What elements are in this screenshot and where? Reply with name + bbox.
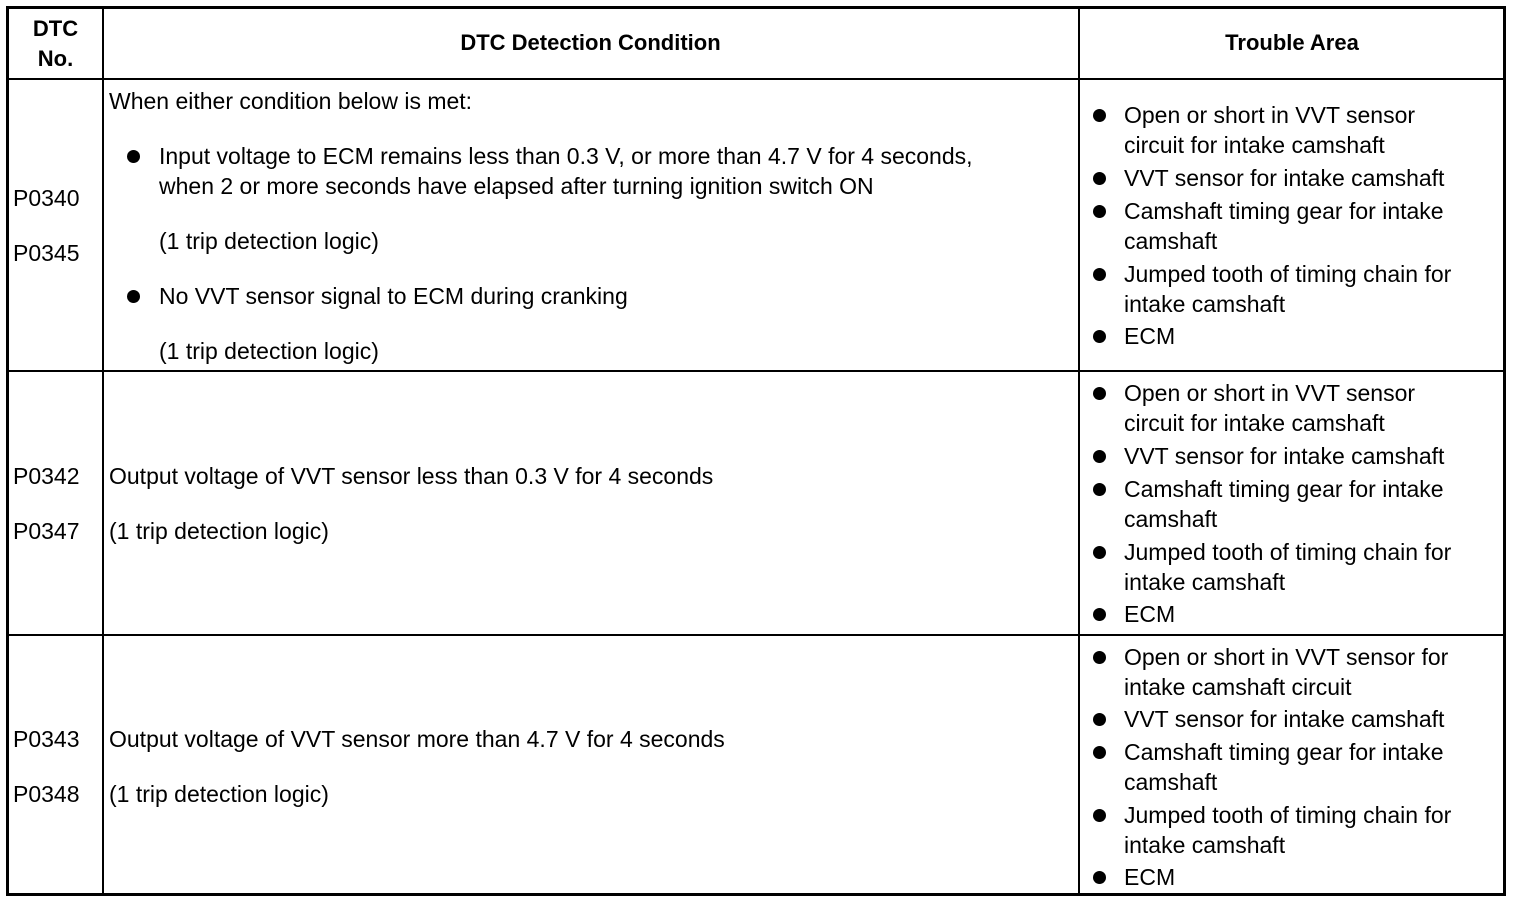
bullet-icon xyxy=(1093,172,1106,185)
bullet-icon xyxy=(1093,608,1106,621)
trouble-item: VVT sensor for intake camshaft xyxy=(1124,165,1445,191)
condition-text: No VVT sensor signal to ECM during cranking xyxy=(159,283,628,309)
trouble-item: ECM xyxy=(1124,601,1176,627)
condition-text: Input voltage to ECM remains less than 0.3 V, or more than 4.7 V for 4 seconds, xyxy=(159,143,973,169)
trouble-item: Jumped tooth of timing chain for intake camshaft xyxy=(1124,539,1452,595)
header-detection-condition: DTC Detection Condition xyxy=(460,30,721,55)
bullet-icon xyxy=(1093,387,1106,400)
trouble-item: ECM xyxy=(1124,323,1176,349)
trouble-item: Camshaft timing gear for intake camshaft xyxy=(1124,476,1444,532)
trouble-item: Open or short in VVT sensor circuit for intake camshaft xyxy=(1124,102,1416,158)
dtc-code: P0343 xyxy=(13,726,80,752)
dtc-code: P0348 xyxy=(13,781,80,807)
trouble-item: Jumped tooth of timing chain for intake camshaft xyxy=(1124,802,1452,858)
bullet-icon xyxy=(1093,746,1106,759)
bullet-icon xyxy=(1093,546,1106,559)
bullet-icon xyxy=(1093,330,1106,343)
bullet-icon xyxy=(1093,205,1106,218)
trouble-item: Jumped tooth of timing chain for intake camshaft xyxy=(1124,261,1452,317)
trouble-item: Camshaft timing gear for intake camshaft xyxy=(1124,739,1444,795)
row-divider xyxy=(9,634,1503,636)
bullet-icon xyxy=(127,150,140,163)
column-divider xyxy=(102,9,104,893)
row-divider xyxy=(9,78,1503,80)
dtc-code: P0340 xyxy=(13,185,80,211)
bullet-icon xyxy=(1093,809,1106,822)
bullet-icon xyxy=(1093,268,1106,281)
bullet-icon xyxy=(127,290,140,303)
condition-text: when 2 or more seconds have elapsed after turning ignition switch ON xyxy=(159,173,874,199)
bullet-icon xyxy=(1093,713,1106,726)
dtc-code: P0347 xyxy=(13,518,80,544)
bullet-icon xyxy=(1093,109,1106,122)
trouble-item: Open or short in VVT sensor circuit for intake camshaft xyxy=(1124,380,1416,436)
detection-logic: (1 trip detection logic) xyxy=(109,518,329,544)
row-divider xyxy=(9,370,1503,372)
dtc-code: P0342 xyxy=(13,463,80,489)
detection-logic: (1 trip detection logic) xyxy=(109,781,329,807)
dtc-code: P0345 xyxy=(13,240,80,266)
condition-intro: When either condition below is met: xyxy=(109,88,473,114)
trouble-item: Camshaft timing gear for intake camshaft xyxy=(1124,198,1444,254)
column-divider xyxy=(1078,9,1080,893)
trouble-item: VVT sensor for intake camshaft xyxy=(1124,443,1445,469)
trouble-item: ECM xyxy=(1124,864,1176,890)
condition-text: Output voltage of VVT sensor less than 0.3 V for 4 seconds xyxy=(109,463,714,489)
trouble-item: VVT sensor for intake camshaft xyxy=(1124,706,1445,732)
header-dtc-no: DTC No. xyxy=(32,16,79,71)
bullet-icon xyxy=(1093,871,1106,884)
condition-text: Output voltage of VVT sensor more than 4.7 V for 4 seconds xyxy=(109,726,725,752)
bullet-icon xyxy=(1093,651,1106,664)
bullet-icon xyxy=(1093,450,1106,463)
bullet-icon xyxy=(1093,483,1106,496)
header-trouble-area: Trouble Area xyxy=(1225,30,1359,55)
detection-logic: (1 trip detection logic) xyxy=(159,228,379,254)
trouble-item: Open or short in VVT sensor for intake camshaft circuit xyxy=(1124,644,1449,700)
detection-logic: (1 trip detection logic) xyxy=(159,338,379,364)
